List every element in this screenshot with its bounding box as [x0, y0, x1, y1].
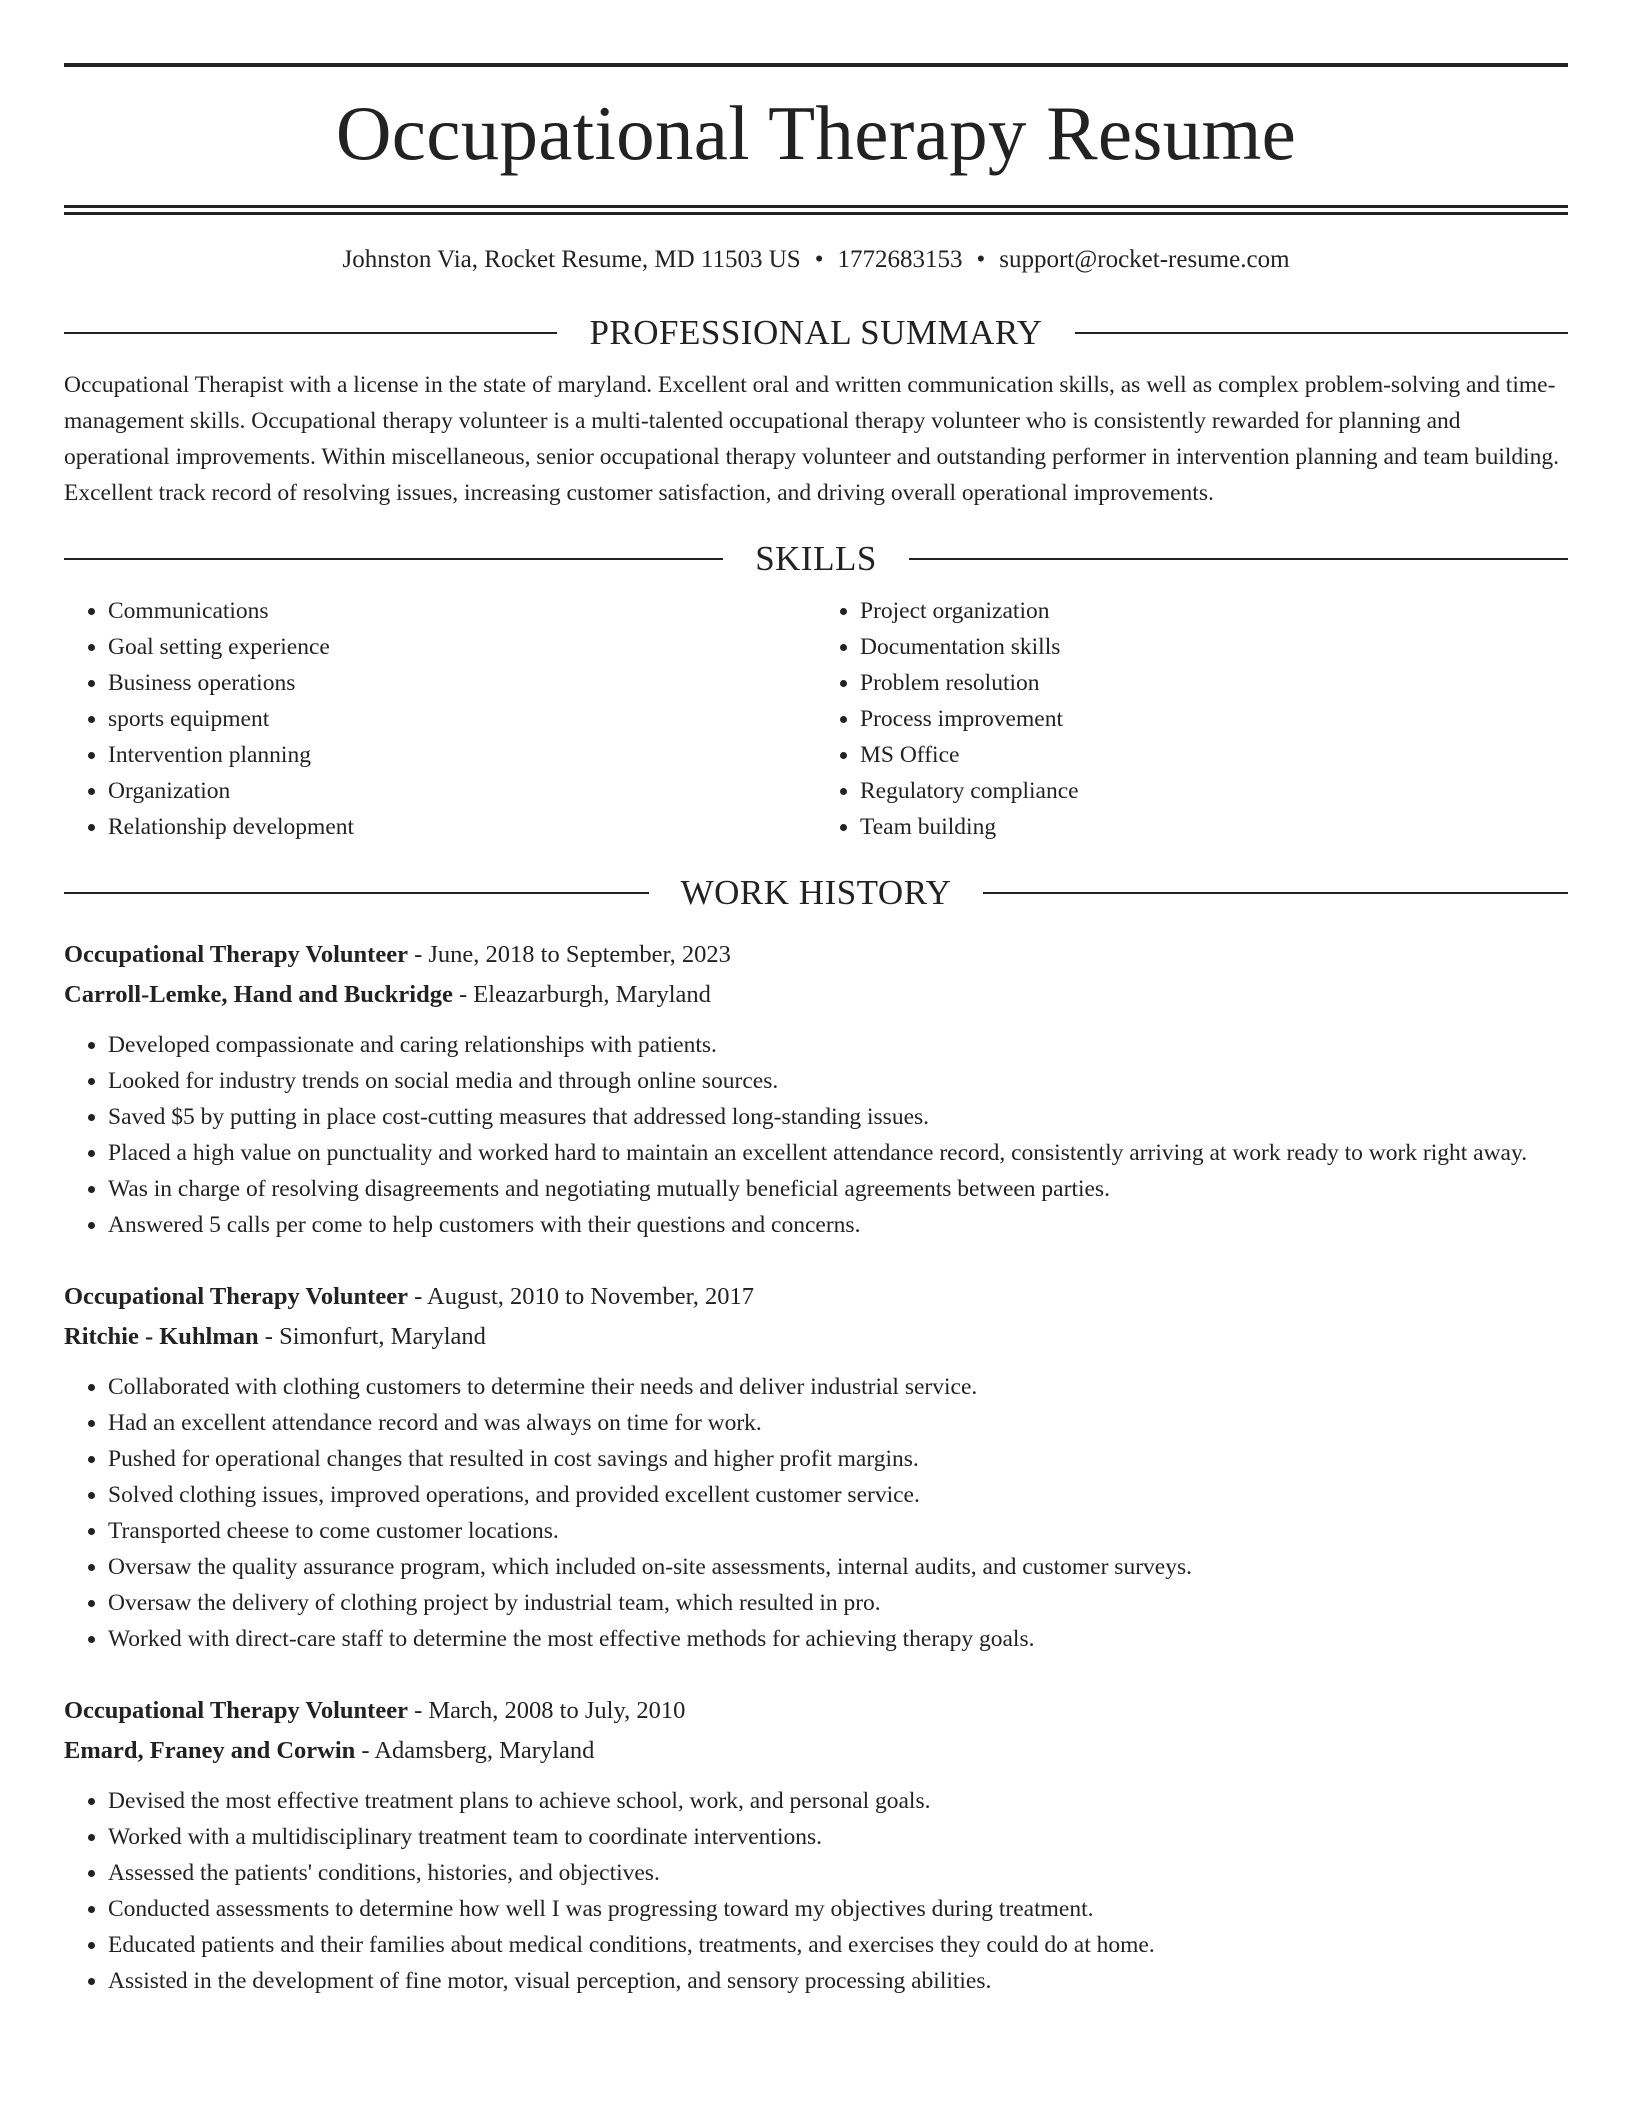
job-location: - Simonfurt, Maryland — [258, 1323, 486, 1350]
job-bullet: • Devised the most effective treatment plans to achieve school, work, and personal goals. — [108, 1783, 1568, 1819]
job-company-line — [64, 1731, 1568, 1771]
job-bullet: • Saved $5 by putting in place cost-cutting measures that addressed long-standing issues. — [108, 1099, 1568, 1135]
job-title-line — [64, 1691, 1568, 1731]
job-entry — [64, 1277, 1568, 1657]
skill-item: • Regulatory compliance — [860, 773, 1568, 809]
job-bullet: • Worked with direct-care staff to determine the most effective methods for achieving therapy goals. — [108, 1621, 1568, 1657]
job-company-line — [64, 1317, 1568, 1357]
contact-line — [64, 243, 1568, 277]
resume-page — [64, 0, 1568, 1999]
work-heading-label: WORK HISTORY — [680, 873, 952, 912]
job-location: - Eleazarburgh, Maryland — [452, 981, 711, 1008]
job-dates: - August, 2010 to November, 2017 — [407, 1283, 755, 1310]
job-bullet: • Assessed the patients' conditions, histories, and objectives. — [108, 1855, 1568, 1891]
job-bullet: • Oversaw the delivery of clothing project by industrial team, which resulted in pro. — [108, 1585, 1568, 1621]
skills-heading-label: SKILLS — [755, 539, 877, 578]
job-company-line — [64, 975, 1568, 1015]
skill-item: • Team building — [860, 809, 1568, 845]
job-bullet: • Oversaw the quality assurance program, which included on-site assessments, internal audits, and customer surveys. — [108, 1549, 1568, 1585]
skills-column-right — [816, 593, 1568, 845]
work-section-heading — [64, 871, 1568, 915]
heading-rule-right — [983, 892, 1568, 894]
job-entry — [64, 935, 1568, 1243]
resume-title: Occupational Therapy Resume — [335, 90, 1297, 176]
summary-heading-label: PROFESSIONAL SUMMARY — [589, 313, 1043, 352]
skill-item: • Communications — [108, 593, 816, 629]
header-double-rule — [64, 205, 1568, 215]
job-title: Occupational Therapy Volunteer — [64, 1283, 408, 1310]
job-entry — [64, 1691, 1568, 1999]
skill-item: • Problem resolution — [860, 665, 1568, 701]
job-bullets — [64, 1783, 1568, 1999]
contact-address: Johnston Via, Rocket Resume, MD 11503 US — [342, 246, 801, 273]
contact-separator: • — [976, 246, 986, 273]
job-title: Occupational Therapy Volunteer — [64, 941, 408, 968]
job-bullet: • Placed a high value on punctuality and worked hard to maintain an excellent attendance record, consistently arriving at work ready to work right away. — [108, 1135, 1568, 1171]
job-title: Occupational Therapy Volunteer — [64, 1697, 408, 1724]
heading-rule-right — [1075, 332, 1568, 334]
contact-phone: 1772683153 — [837, 246, 963, 273]
summary-text: Occupational Therapist with a license in the state of maryland. Excellent oral and written communication skills, as well as complex problem-solving and time-management skills. Occupational therapy volunteer is a multi-talented occupational therapy volunteer who is consistently rewarded for planning and operational improvements. Within miscellaneous, senior occupational therapy volunteer and outstanding performer in intervention planning and team building. Excellent track record of resolving issues, increasing customer satisfaction, and driving overall operational improvements. — [64, 372, 1560, 506]
job-bullet: • Solved clothing issues, improved operations, and provided excellent customer service. — [108, 1477, 1568, 1513]
job-bullet: • Had an excellent attendance record and was always on time for work. — [108, 1405, 1568, 1441]
contact-separator: • — [814, 246, 824, 273]
skill-item: • Organization — [108, 773, 816, 809]
skill-item: • Relationship development — [108, 809, 816, 845]
skill-item: • MS Office — [860, 737, 1568, 773]
job-title-line — [64, 1277, 1568, 1317]
job-bullet: • Was in charge of resolving disagreements and negotiating mutually beneficial agreements between parties. — [108, 1171, 1568, 1207]
skill-item: • Intervention planning — [108, 737, 816, 773]
skill-item: • Documentation skills — [860, 629, 1568, 665]
job-bullet: • Answered 5 calls per come to help customers with their questions and concerns. — [108, 1207, 1568, 1243]
job-bullet: • Collaborated with clothing customers to determine their needs and deliver industrial service. — [108, 1369, 1568, 1405]
skill-item: • Project organization — [860, 593, 1568, 629]
job-bullet: • Conducted assessments to determine how well I was progressing toward my objectives during treatment. — [108, 1891, 1568, 1927]
job-dates: - June, 2018 to September, 2023 — [407, 941, 731, 968]
skills-section-heading — [64, 537, 1568, 581]
skill-item: • Goal setting experience — [108, 629, 816, 665]
contact-email: support@rocket-resume.com — [999, 246, 1290, 273]
job-bullets — [64, 1369, 1568, 1657]
skill-item: • sports equipment — [108, 701, 816, 737]
heading-rule-right — [909, 558, 1568, 560]
skills-list — [64, 593, 1568, 845]
job-dates: - March, 2008 to July, 2010 — [407, 1697, 686, 1724]
skill-item: • Process improvement — [860, 701, 1568, 737]
heading-rule-left — [64, 558, 723, 560]
job-company: Emard, Franey and Corwin — [64, 1737, 356, 1764]
work-history-list — [64, 935, 1568, 1999]
job-location: - Adamsberg, Maryland — [355, 1737, 595, 1764]
job-bullet: • Pushed for operational changes that resulted in cost savings and higher profit margins. — [108, 1441, 1568, 1477]
heading-rule-left — [64, 892, 649, 894]
job-company: Carroll-Lemke, Hand and Buckridge — [64, 981, 453, 1008]
summary-section-heading — [64, 311, 1568, 355]
job-bullet: • Looked for industry trends on social media and through online sources. — [108, 1063, 1568, 1099]
skills-column-left — [64, 593, 816, 845]
job-bullets — [64, 1027, 1568, 1243]
header-top-rule — [64, 63, 1568, 67]
job-bullet: • Worked with a multidisciplinary treatment team to coordinate interventions. — [108, 1819, 1568, 1855]
job-bullet: • Transported cheese to come customer locations. — [108, 1513, 1568, 1549]
skill-item: • Business operations — [108, 665, 816, 701]
heading-rule-left — [64, 332, 557, 334]
job-bullet: • Educated patients and their families about medical conditions, treatments, and exercises they could do at home. — [108, 1927, 1568, 1963]
job-title-line — [64, 935, 1568, 975]
job-bullet: • Assisted in the development of fine motor, visual perception, and sensory processing abilities. — [108, 1963, 1568, 1999]
job-company: Ritchie - Kuhlman — [64, 1323, 259, 1350]
job-bullet: • Developed compassionate and caring relationships with patients. — [108, 1027, 1568, 1063]
